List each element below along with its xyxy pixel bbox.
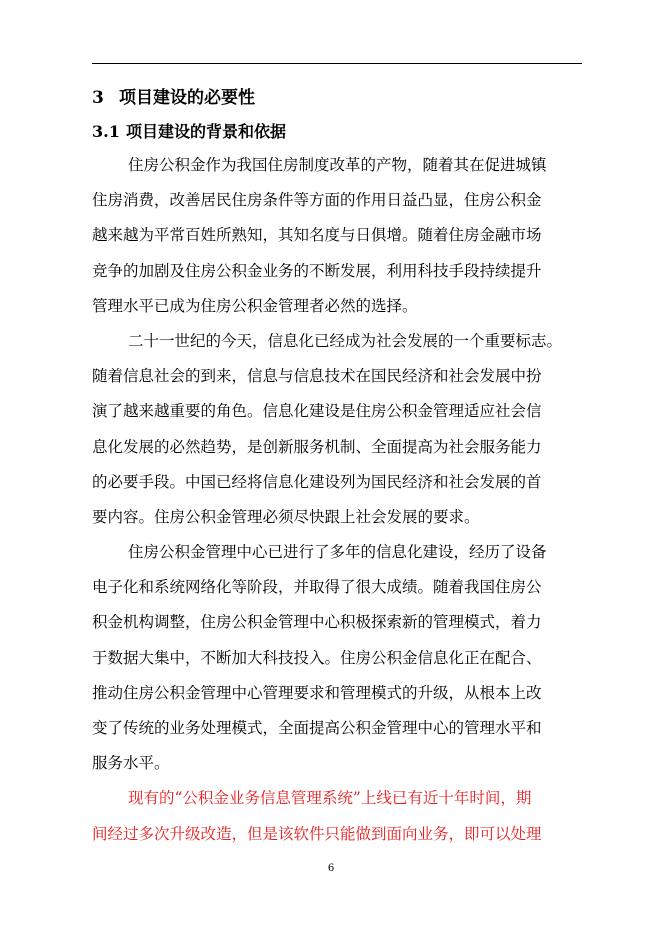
- header-rule: [92, 63, 582, 64]
- paragraph-line: 息化发展的必然趋势，是创新服务机制、全面提高为社会服务能力: [92, 437, 542, 456]
- paragraph-line: 现有的“公积金业务信息管理系统”上线已有近十年时间，期: [128, 789, 532, 808]
- paragraph-line: 服务水平。: [92, 754, 170, 773]
- paragraph-line: 推动住房公积金管理中心管理要求和管理模式的升级，从根本上改: [92, 683, 542, 702]
- section-title: 项目建设的必要性: [119, 88, 255, 108]
- paragraph-line: 二十一世纪的今天，信息化已经成为社会发展的一个重要标志。: [128, 331, 563, 350]
- section-heading: [92, 86, 255, 110]
- page-number: 6: [327, 863, 335, 874]
- subsection-number: 3.1: [92, 122, 120, 141]
- paragraph-line: 的必要手段。中国已经将信息化建设列为国民经济和社会发展的首: [92, 472, 542, 491]
- section-number: 3: [92, 88, 104, 108]
- paragraph-line: 积金机构调整，住房公积金管理中心积极探索新的管理模式，着力: [92, 613, 542, 632]
- subsection-title: 项目建设的背景和依据: [126, 122, 287, 141]
- paragraph: [92, 535, 588, 781]
- paragraph-line: 间经过多次升级改造，但是该软件只能做到面向业务，即可以处理: [92, 824, 542, 843]
- paragraph-line: 要内容。住房公积金管理必须尽快跟上社会发展的要求。: [92, 507, 480, 526]
- paragraph-line: 竞争的加剧及住房公积金业务的不断发展，利用科技手段持续提升: [92, 261, 542, 280]
- paragraph-line: 电子化和系统网络化等阶段，并取得了很大成绩。随着我国住房公: [92, 578, 542, 597]
- paragraph-line: 随着信息社会的到来，信息与信息技术在国民经济和社会发展中扮: [92, 367, 542, 386]
- subsection-heading: [92, 121, 286, 143]
- paragraph-line: 于数据大集中，不断加大科技投入。住房公积金信息化正在配合、: [92, 648, 542, 667]
- paragraph-line: 管理水平已成为住房公积金管理者必然的选择。: [92, 296, 418, 315]
- paragraph-line: 住房公积金作为我国住房制度改革的产物，随着其在促进城镇: [128, 156, 547, 174]
- body-text: [92, 148, 588, 852]
- highlighted-paragraph: [92, 781, 588, 851]
- paragraph: [92, 324, 588, 535]
- paragraph: [92, 148, 588, 324]
- paragraph-line: 越来越为平常百姓所熟知，其知名度与日俱增。随着住房金融市场: [92, 226, 542, 245]
- paragraph-line: 住房消费，改善居民住房条件等方面的作用日益凸显，住房公积金: [92, 191, 542, 210]
- paragraph-line: 演了越来越重要的角色。信息化建设是住房公积金管理适应社会信: [92, 402, 542, 421]
- paragraph-line: 住房公积金管理中心已进行了多年的信息化建设，经历了设备: [128, 543, 547, 562]
- paragraph-line: 变了传统的业务处理模式，全面提高公积金管理中心的管理水平和: [92, 719, 542, 737]
